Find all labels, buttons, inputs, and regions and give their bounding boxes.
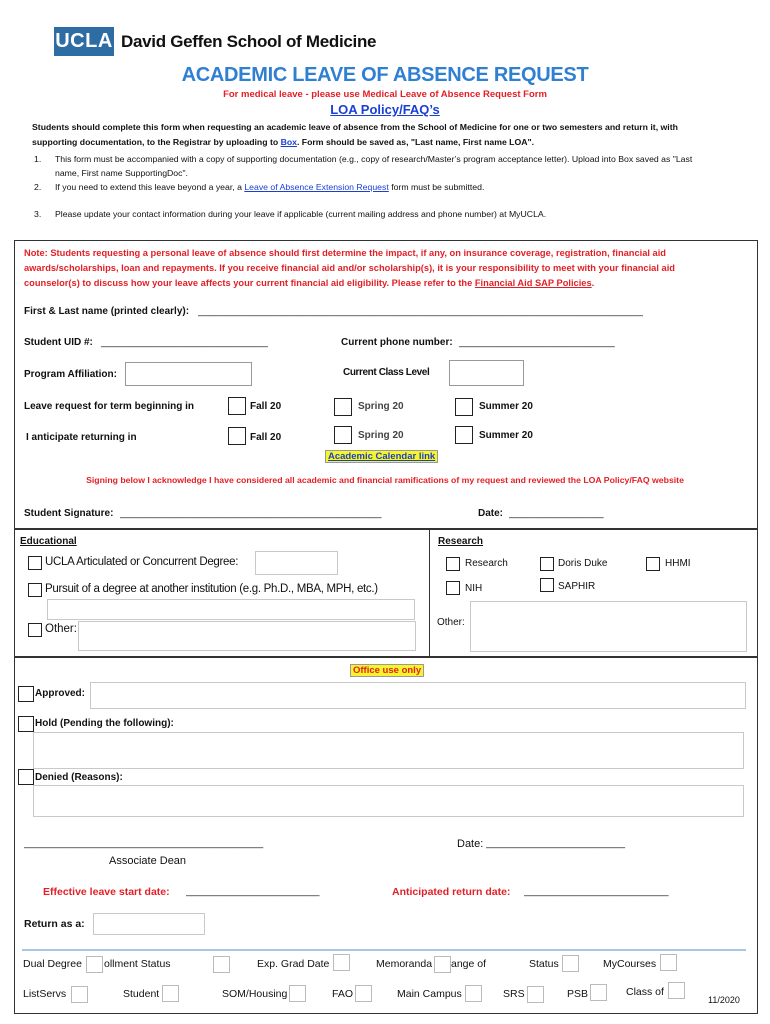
return-date-line[interactable]: __________________________ <box>524 886 669 897</box>
note-line-3 <box>24 278 594 288</box>
ucla-logo: UCLA <box>54 27 114 56</box>
approved-checkbox[interactable] <box>18 686 34 702</box>
signature-label: Student Signature: <box>24 508 114 519</box>
saphir-label: SAPHIR <box>558 581 596 592</box>
other-institution-field[interactable] <box>47 599 415 620</box>
office-use-heading <box>350 665 424 676</box>
approved-label: Approved: <box>35 688 85 699</box>
nih-label: NIH <box>465 583 483 594</box>
educational-other-field[interactable] <box>78 621 416 651</box>
return-as-field[interactable] <box>93 913 205 935</box>
student-checkbox[interactable] <box>162 985 179 1002</box>
calendar-link[interactable] <box>325 451 438 462</box>
loa-policy-link[interactable]: LOA Policy/FAQ’s <box>330 102 440 117</box>
extension-request-link[interactable]: Leave of Absence Extension Request <box>244 182 389 192</box>
return-summer-checkbox[interactable] <box>455 426 473 444</box>
psb-checkbox[interactable] <box>590 984 607 1001</box>
signature-date-line[interactable]: _________________ <box>509 508 604 519</box>
acknowledge-text: Signing below I acknowledge I have considered all academic and financial ramifications of my request and reviewed the LOA Policy/FAQ website <box>86 475 684 485</box>
dean-signature-line[interactable]: ___________________________________________ <box>24 838 264 849</box>
change-of-label: ange of <box>451 958 487 970</box>
intro-item-3-text: Please update your contact information during your leave if applicable (current mailing address and phone number) at MyUCLA. <box>55 209 547 219</box>
listservs-checkbox[interactable] <box>71 986 88 1003</box>
hold-field[interactable] <box>33 732 744 769</box>
psb-label: PSB <box>567 988 589 1000</box>
school-name: David Geffen School of Medicine <box>121 32 377 51</box>
phone-line[interactable]: ____________________________ <box>459 337 615 348</box>
effective-date-label: Effective leave start date: <box>43 886 170 898</box>
leave-spring-label: Spring 20 <box>358 401 404 412</box>
nih-checkbox[interactable] <box>446 581 460 595</box>
ucla-degree-label: UCLA Articulated or Concurrent Degree: <box>45 556 239 568</box>
dual-degree-checkbox[interactable] <box>86 956 103 973</box>
research-other-label: Other: <box>437 617 465 628</box>
enrollment-status-label: ollment Status <box>104 958 171 970</box>
research-checkbox[interactable] <box>446 557 460 571</box>
phone-label: Current phone number: <box>341 337 453 348</box>
educational-other-checkbox[interactable] <box>28 623 42 637</box>
som-housing-label: SOM/Housing <box>222 988 288 1000</box>
memoranda-label: Memoranda <box>376 958 433 970</box>
intro-line-2-end: . Form should be saved as, "Last name, First name LOA". <box>296 137 535 147</box>
doris-duke-label: Doris Duke <box>558 558 608 569</box>
ucla-degree-field[interactable] <box>255 551 338 575</box>
hhmi-label: HHMI <box>665 558 691 569</box>
note-line-1: Note: Students requesting a personal leave of absence should first determine the impact, if any, on insurance coverage, registration, financial aid <box>24 248 666 258</box>
leave-summer-label: Summer 20 <box>479 401 533 412</box>
doris-duke-checkbox[interactable] <box>540 557 554 571</box>
som-housing-checkbox[interactable] <box>289 985 306 1002</box>
class-level-field[interactable] <box>449 360 524 386</box>
status-checkbox[interactable] <box>562 955 579 972</box>
mycourses-checkbox[interactable] <box>660 954 677 971</box>
page-title: ACADEMIC LEAVE OF ABSENCE REQUEST <box>181 64 589 86</box>
main-campus-checkbox[interactable] <box>465 985 482 1002</box>
fao-checkbox[interactable] <box>355 985 372 1002</box>
return-label: I anticipate returning in <box>26 432 137 443</box>
return-spring-label: Spring 20 <box>358 430 404 441</box>
box-link[interactable]: Box <box>280 137 297 147</box>
intro-item-1-number: 1. <box>34 154 42 164</box>
class-of-checkbox[interactable] <box>668 982 685 999</box>
enrollment-status-checkbox[interactable] <box>213 956 230 973</box>
other-institution-label: Pursuit of a degree at another institution (e.g. Ph.D., MBA, MPH, etc.) <box>45 583 378 595</box>
research-other-field[interactable] <box>470 601 747 652</box>
hold-checkbox[interactable] <box>18 716 34 732</box>
intro-line-2 <box>32 137 534 147</box>
note-line-3-end: . <box>591 278 595 288</box>
fao-label: FAO <box>332 988 354 1000</box>
intro-item-1-text-cont: name, First name SupportingDoc". <box>55 168 188 178</box>
exp-grad-date-label: Exp. Grad Date <box>257 958 330 970</box>
leave-spring-checkbox[interactable] <box>334 398 352 416</box>
listservs-label: ListServs <box>23 988 67 1000</box>
intro-line-2-text: supporting documentation, to the Registrar by uploading to <box>32 137 279 147</box>
return-summer-label: Summer 20 <box>479 430 533 441</box>
program-field[interactable] <box>125 362 252 386</box>
footer-divider <box>22 949 746 951</box>
denied-label: Denied (Reasons): <box>35 772 123 783</box>
calendar-link-text[interactable]: Academic Calendar link <box>325 450 438 463</box>
signature-date-label: Date: <box>478 508 504 519</box>
return-as-label: Return as a: <box>24 918 85 930</box>
dean-label: Associate Dean <box>109 855 187 867</box>
mycourses-label: MyCourses <box>603 958 657 970</box>
hold-label: Hold (Pending the following): <box>35 718 174 729</box>
sap-policies-link[interactable]: Financial Aid SAP Policies <box>474 278 592 288</box>
note-line-3-text: counselor(s) to discuss how your leave affects your current financial aid eligibility. Please refer to the <box>24 278 473 288</box>
office-date-label: Date: <box>457 838 484 850</box>
srs-checkbox[interactable] <box>527 986 544 1003</box>
return-spring-checkbox[interactable] <box>334 426 352 444</box>
student-label: Student <box>123 988 160 1000</box>
class-of-label: Class of <box>626 986 664 998</box>
saphir-checkbox[interactable] <box>540 578 554 592</box>
leave-summer-checkbox[interactable] <box>455 398 473 416</box>
research-label: Research <box>465 558 508 569</box>
medical-leave-subtitle: For medical leave - please use Medical Leave of Absence Request Form <box>223 89 547 100</box>
srs-label: SRS <box>503 988 525 1000</box>
leave-term-label: Leave request for term beginning in <box>24 401 195 412</box>
note-line-2: awards/scholarships, loan and repayments. If you receive financial aid and/or scholarship(s), it is your responsibility to meet with your financial aid <box>24 263 675 273</box>
effective-date-line[interactable]: ________________________ <box>186 886 320 897</box>
main-campus-label: Main Campus <box>397 988 462 1000</box>
signature-line[interactable]: _______________________________________________ <box>120 508 382 519</box>
leave-fall-label: Fall 20 <box>250 401 282 412</box>
approved-field[interactable] <box>90 682 746 709</box>
hhmi-checkbox[interactable] <box>646 557 660 571</box>
office-date-line[interactable]: _________________________ <box>486 838 626 849</box>
intro-item-2-number: 2. <box>34 182 42 192</box>
educational-other-label: Other: <box>45 623 77 635</box>
class-level-label: Current Class Level <box>343 367 430 378</box>
denied-checkbox[interactable] <box>18 769 34 785</box>
intro-item-2-text <box>55 182 484 192</box>
return-fall-checkbox[interactable] <box>228 427 246 445</box>
name-label: First & Last name (printed clearly): <box>24 306 190 317</box>
ucla-degree-checkbox[interactable] <box>28 556 42 570</box>
leave-fall-checkbox[interactable] <box>228 397 246 415</box>
return-date-label: Anticipated return date: <box>392 886 511 898</box>
dual-degree-label: Dual Degree <box>23 958 82 970</box>
research-heading: Research <box>438 536 484 547</box>
status-label: Status <box>529 958 559 970</box>
exp-grad-date-checkbox[interactable] <box>333 954 350 971</box>
intro-item-2-pre: If you need to extend this leave beyond a year, a <box>55 182 242 192</box>
name-line[interactable]: ________________________________________________________________________________ <box>198 306 643 317</box>
uid-line[interactable]: ______________________________ <box>101 337 268 348</box>
intro-item-2-post: form must be submitted. <box>391 182 485 192</box>
office-use-heading-text: Office use only <box>350 664 424 677</box>
uid-label: Student UID #: <box>24 337 93 348</box>
educational-heading: Educational <box>20 536 77 547</box>
program-label: Program Affiliation: <box>24 369 117 380</box>
denied-field[interactable] <box>33 785 744 817</box>
form-version: 11/2020 <box>708 995 740 1005</box>
intro-line-1: Students should complete this form when requesting an academic leave of absence from the School of Medicine for one or two semesters and return it, with <box>32 122 678 132</box>
return-fall-label: Fall 20 <box>250 432 282 443</box>
memoranda-checkbox[interactable] <box>434 956 451 973</box>
other-institution-checkbox[interactable] <box>28 583 42 597</box>
intro-item-1-text: This form must be accompanied with a copy of supporting documentation (e.g., copy of research/Master’s program acceptance letter). Upload into Box saved as "Last <box>55 154 693 164</box>
intro-item-3-number: 3. <box>34 209 42 219</box>
